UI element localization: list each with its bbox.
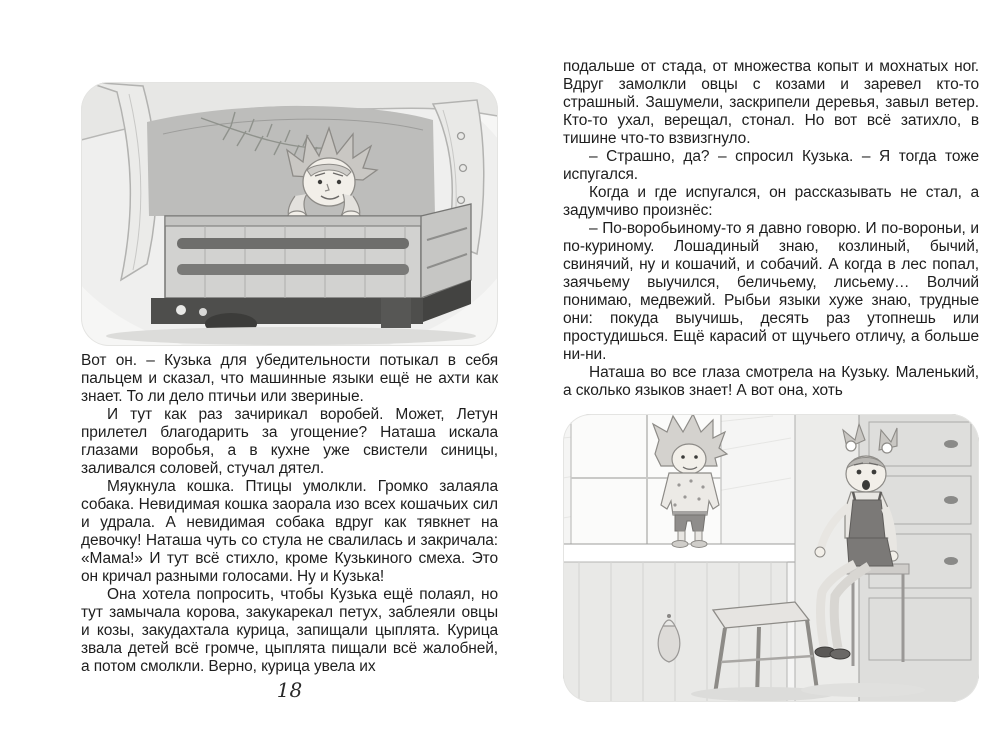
paragraph: – По-воробьиному-то я давно говорю. И по-вороньи, и по-куриному. Лошадиный знаю, козлиный, бычий, свинячий, ну и кошачий, и собачий. А когда в лес попал, заячьему выучился, беличьему, лисьему… Волчий понимаю, медвежий. Рыбьи языки хуже знаю, трудные они: покуда выучишь, десять раз утопнешь или простудишься. Ещё карасий от щучьего отличу, а больше ни-ни. [563, 220, 979, 363]
paragraph: Она хотела попросить, чтобы Кузька ещё полаял, но тут замычала корова, закукарекал петух, заблеяли овцы и козы, закудахтала курица, запищали цыплята. Курица звала детей всё громче, цыплята пищали всё жалобней, а потом смолкли. Верно, курица увела их [81, 586, 498, 675]
right-page-text [563, 58, 979, 400]
paragraph: Наташа во все глаза смотрела на Кузьку. Маленький, а сколько языков знает! А вот она, хоть [563, 364, 979, 399]
left-page-text [81, 352, 498, 676]
paragraph: Мяукнула кошка. Птицы умолкли. Громко залаяла собака. Невидимая кошка заорала изо всех кошачьих сил и удрала. А невидимая собака вдруг как тявкнет на девочку! Наташа чуть со стула не свалилась и закричала: «Мама!» И тут всё стихло, кроме Кузькиного смеха. Это он кричал разными голосами. Ну и Кузька! [81, 478, 498, 585]
kuzka-natasha-kitchen-illustration [563, 414, 979, 702]
page-number: 18 [276, 678, 303, 702]
paragraph: – Страшно, да? – спросил Кузька. – Я тогда тоже испугался. [563, 148, 979, 183]
paragraph: Когда и где испугался, он рассказывать не стал, а задумчиво произнёс: [563, 184, 979, 219]
kuzka-truck-illustration [81, 82, 498, 346]
paragraph: Вот он. – Кузька для убедительности потыкал в себя пальцем и сказал, что машинные языки ещё не ахти как знает. То ли дело птичьи или звериные. [81, 352, 498, 405]
paragraph: И тут как раз зачирикал воробей. Может, Летун прилетел благодарить за угощение? Наташа искала глазами воробья, а в кухне уже свистели синицы, заливался соловей, стучал дятел. [81, 406, 498, 477]
paragraph: подальше от стада, от множества копыт и мохнатых ног. Вдруг замолкли овцы с козами и заревел кто-то страшный. Зашумели, заскрипели деревья, завыл ветер. Кто-то ухал, верещал, стонал. Но вот всё затихло, в тишине что-то взвизгнуло. [563, 58, 979, 147]
